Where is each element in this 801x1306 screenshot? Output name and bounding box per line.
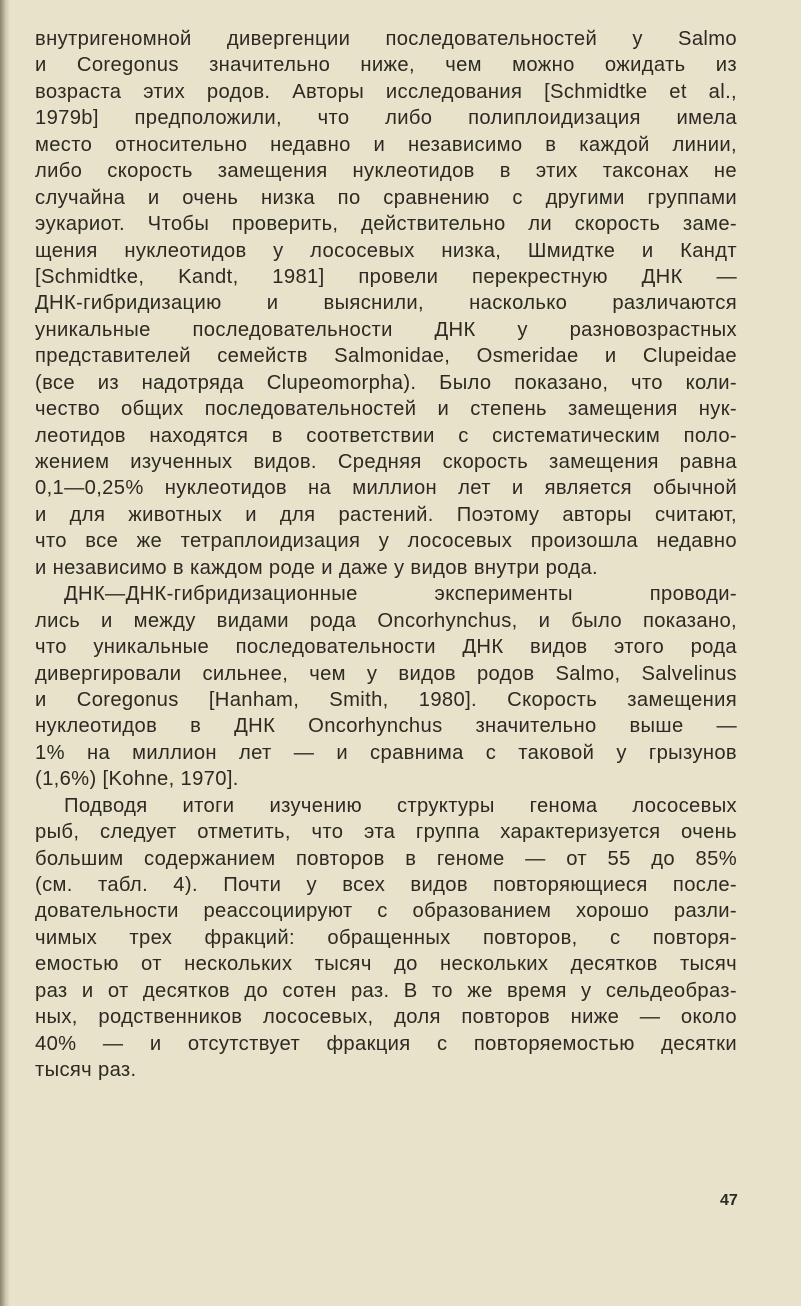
page-spine-shadow	[0, 0, 10, 1306]
text-line: чимых трех фракций: обращенных повторов, с повторя-	[35, 926, 737, 949]
text-line: ных, родственников лососевых, доля повторов ниже — около	[35, 1006, 737, 1029]
text-line: и Coregonus [Hanham, Smith, 1980]. Скорость замещения	[35, 688, 737, 711]
text-line: (все из надотряда Clupeomorpha). Было показано, что коли-	[35, 371, 737, 394]
text-line: леотидов находятся в соответствии с систематическим поло-	[35, 424, 737, 447]
text-line: и независимо в каждом роде и даже у видов внутри рода.	[35, 556, 598, 579]
text-line: рыб, следует отметить, что эта группа характеризуется очень	[35, 821, 737, 844]
text-line: 1979b] предположили, что либо полиплоидизация имела	[35, 107, 737, 130]
text-line: и для животных и для растений. Поэтому авторы считают,	[35, 503, 737, 526]
text-line: жением изученных видов. Средняя скорость замещения равна	[35, 451, 737, 473]
text-line: эукариот. Чтобы проверить, действительно ли скорость заме-	[35, 213, 737, 236]
text-line: емостью от нескольких тысяч до нескольких десятков тысяч	[35, 953, 737, 976]
text-line: место относительно недавно и независимо в каждой линии,	[35, 133, 737, 156]
text-line: довательности реассоциируют с образованием хорошо разли-	[35, 900, 737, 923]
text-line: и Coregonus значительно ниже, чем можно ожидать из	[35, 54, 737, 77]
text-line: лись и между видами рода Oncorhynchus, и было показано,	[35, 609, 737, 632]
text-line: дивергировали сильнее, чем у видов родов Salmo, Salvelinus	[35, 662, 737, 685]
text-line: 1% на миллион лет — и сравнима с таковой у грызунов	[35, 741, 737, 764]
text-line: (1,6%) [Kohne, 1970].	[35, 768, 239, 791]
body-text	[35, 26, 737, 1084]
text-line: что уникальные последовательности ДНК видов этого рода	[35, 636, 737, 659]
text-line: 40% — и отсутствует фракция с повторяемостью десятки	[35, 1032, 737, 1055]
text-line: что все же тетраплоидизация у лососевых произошла недавно	[35, 530, 737, 553]
text-line: чество общих последовательностей и степень замещения нук-	[35, 398, 737, 421]
text-line: нуклеотидов в ДНК Oncorhynchus значительно выше —	[35, 715, 737, 738]
text-line: 0,1—0,25% нуклеотидов на миллион лет и является обычной	[35, 477, 737, 500]
page-number: 47	[720, 1192, 738, 1209]
text-line: возраста этих родов. Авторы исследования [Schmidtke et al.,	[35, 80, 737, 103]
text-line: внутригеномной дивергенции последовательностей у Salmo	[35, 28, 737, 50]
text-line: случайна и очень низка по сравнению с другими группами	[35, 186, 737, 209]
text-line: большим содержанием повторов в геноме — от 55 до 85%	[35, 847, 737, 870]
text-line: уникальные последовательности ДНК у разновозрастных	[35, 318, 737, 341]
text-line: Подводя итоги изучению структуры генома лососевых	[64, 794, 737, 817]
text-line: (см. табл. 4). Почти у всех видов повторяющиеся после-	[35, 874, 737, 896]
text-line: тысяч раз.	[35, 1059, 137, 1082]
text-line: либо скорость замещения нуклеотидов в этих таксонах не	[35, 160, 737, 183]
text-line: ДНК-гибридизацию и выяснили, насколько различаются	[35, 292, 737, 315]
text-line: [Schmidtke, Kandt, 1981] провели перекрестную ДНК —	[35, 265, 737, 288]
text-line: раз и от десятков до сотен раз. В то же время у сельдеобраз-	[35, 979, 737, 1002]
text-line: ДНК—ДНК-гибридизационные эксперименты проводи-	[64, 583, 737, 606]
text-line: щения нуклеотидов у лососевых низка, Шмидтке и Кандт	[35, 239, 737, 262]
text-line: представителей семейств Salmonidae, Osmeridae и Clupeidae	[35, 345, 737, 368]
